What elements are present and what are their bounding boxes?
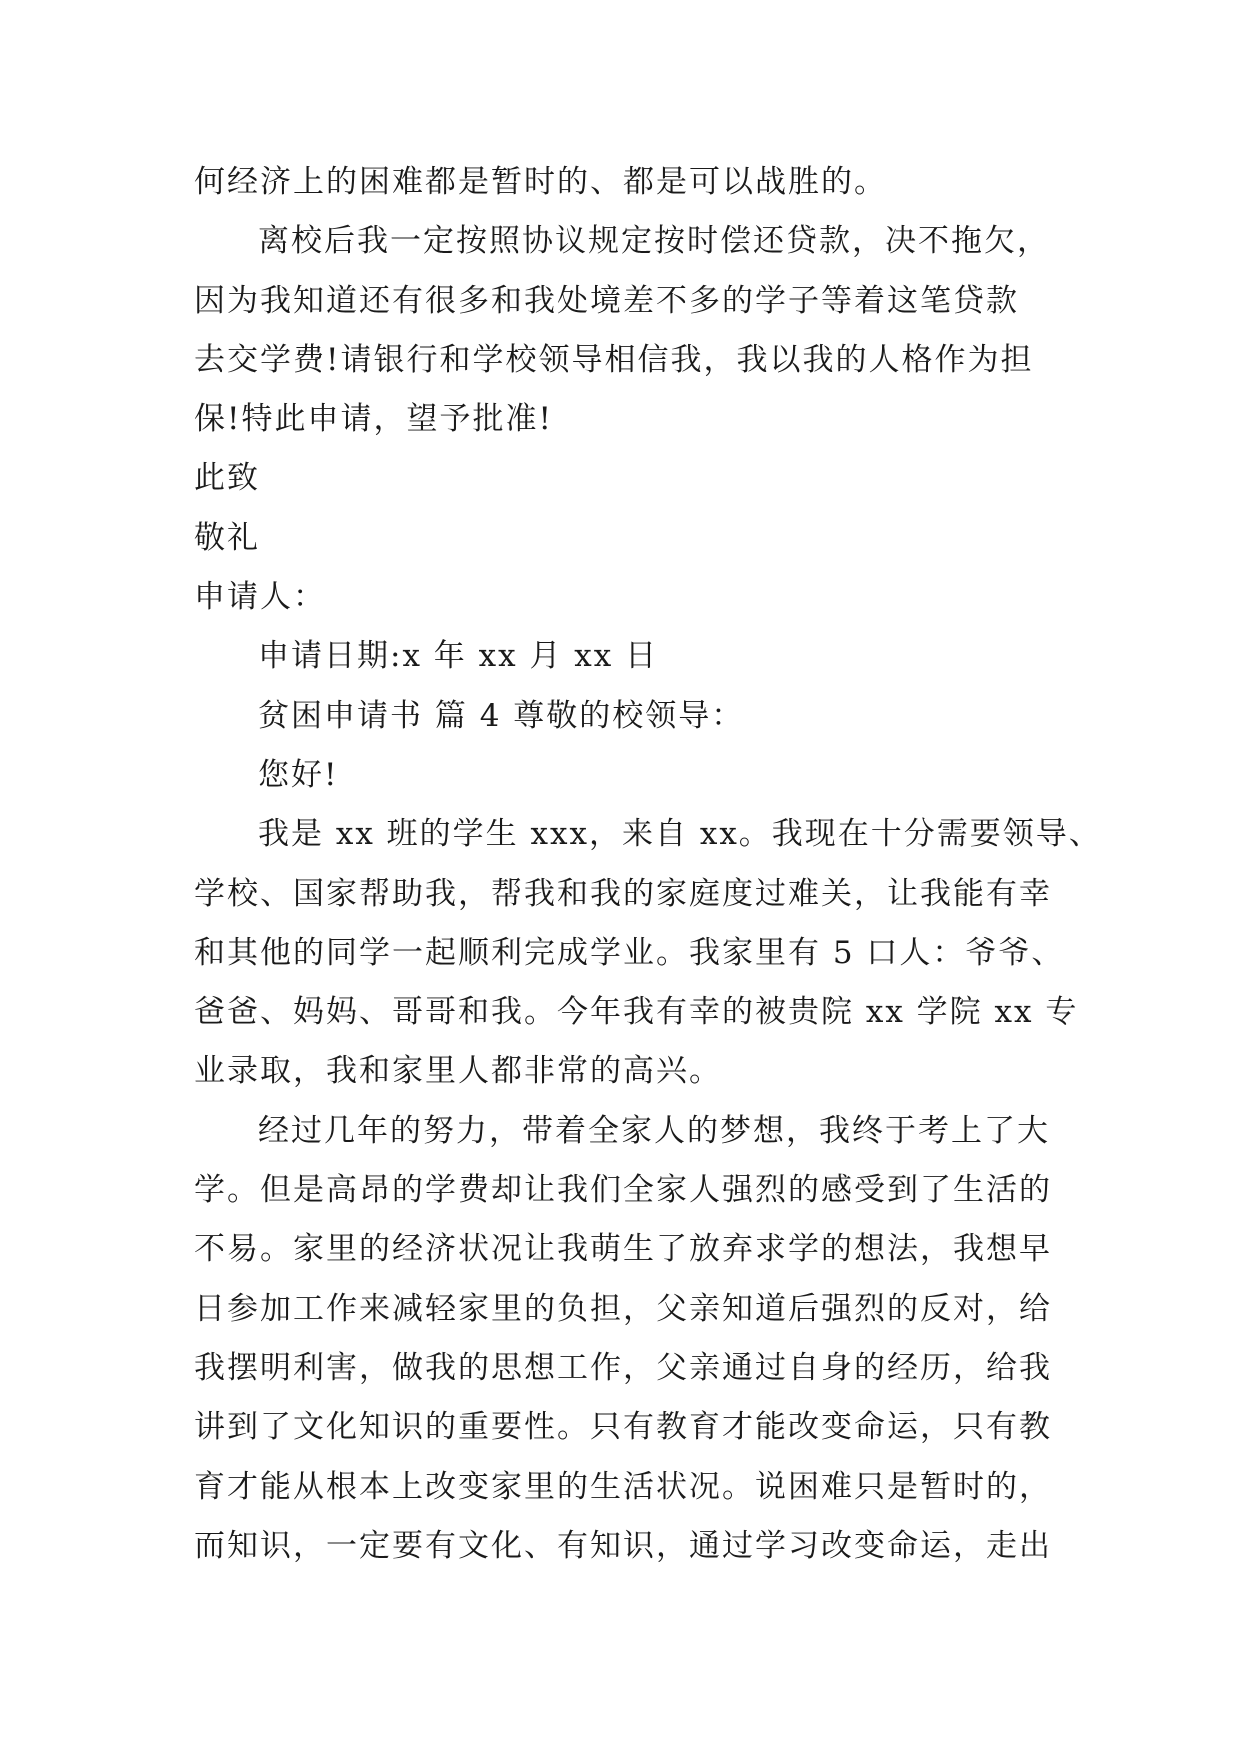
- text-line: 讲到了文化知识的重要性。只有教育才能改变命运，只有教: [194, 1409, 1052, 1446]
- text-line: 经过几年的努力，带着全家人的梦想，我终于考上了大: [258, 1112, 1050, 1149]
- text-line: 业录取，我和家里人都非常的高兴。: [194, 1053, 722, 1090]
- text-line: 不易。家里的经济状况让我萌生了放弃求学的想法，我想早: [194, 1231, 1052, 1268]
- text-line: 我是 xx 班的学生 xxx，来自 xx。我现在十分需要领导、: [258, 816, 1102, 853]
- document-body: [194, 153, 1102, 1576]
- text-line: 何经济上的困难都是暂时的、都是可以战胜的。: [194, 164, 887, 200]
- text-line: 我摆明利害，做我的思想工作，父亲通过自身的经历，给我: [194, 1349, 1052, 1386]
- text-line: 去交学费!请银行和学校领导相信我，我以我的人格作为担: [194, 341, 1034, 378]
- text-line: 因为我知道还有很多和我处境差不多的学子等着这笔贷款: [194, 282, 1019, 319]
- closing-line: 此致: [194, 460, 260, 497]
- text-line: 而知识，一定要有文化、有知识，通过学习改变命运，走出: [194, 1527, 1052, 1564]
- salutation-line: 敬礼: [194, 519, 260, 556]
- text-line: 保!特此申请，望予批准!: [194, 401, 553, 438]
- text-line: 学。但是高昂的学费却让我们全家人强烈的感受到了生活的: [194, 1172, 1052, 1209]
- application-date: 申请日期:x 年 xx 月 xx 日: [258, 638, 659, 675]
- section-heading: 贫困申请书 篇 4 尊敬的校领导：: [258, 697, 745, 734]
- text-line: 和其他的同学一起顺利完成学业。我家里有 5 口人：爷爷、: [194, 934, 1065, 971]
- text-line: 日参加工作来减轻家里的负担，父亲知道后强烈的反对，给: [194, 1290, 1052, 1327]
- greeting-line: 您好!: [258, 756, 339, 793]
- text-line: 离校后我一定按照协议规定按时偿还贷款，决不拖欠，: [258, 223, 1050, 260]
- applicant-label: 申请人：: [194, 579, 326, 616]
- text-line: 爸爸、妈妈、哥哥和我。今年我有幸的被贵院 xx 学院 xx 专: [194, 994, 1079, 1031]
- text-line: 育才能从根本上改变家里的生活状况。说困难只是暂时的，: [194, 1468, 1052, 1505]
- text-line: 学校、国家帮助我，帮我和我的家庭度过难关，让我能有幸: [194, 875, 1052, 912]
